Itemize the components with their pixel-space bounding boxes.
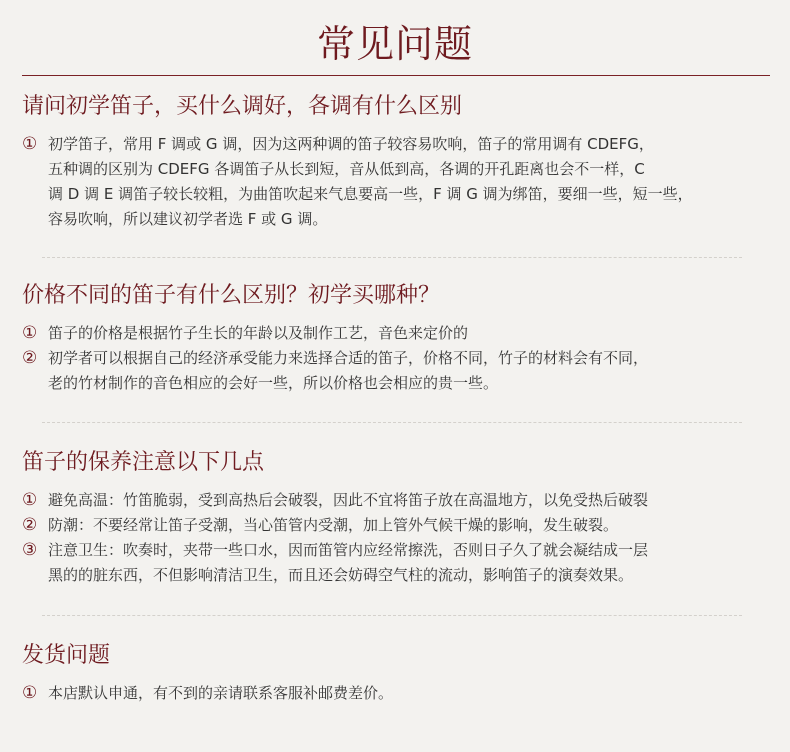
item-text-line: 容易吹响，所以建议初学者选 F 或 G 调。 <box>48 210 328 228</box>
list-item <box>22 488 774 513</box>
list-item <box>22 681 774 706</box>
item-text-line: 初学者可以根据自己的经济承受能力来选择合适的笛子，价格不同，竹子的材料会有不同， <box>48 349 649 367</box>
faq-section-price <box>22 281 774 396</box>
item-text-line: 老的竹材制作的音色相应的会好一些，所以价格也会相应的贵一些。 <box>48 374 499 392</box>
item-text-line: 五种调的区别为 CDEFG 各调笛子从长到短，音从低到高，各调的开孔距离也会不一样，C <box>48 160 645 178</box>
faq-section-tuning <box>22 92 774 232</box>
section-divider <box>42 422 742 423</box>
section-divider <box>42 615 742 616</box>
item-text-line: 本店默认申通，有不到的亲请联系客服补邮费差价。 <box>48 684 394 702</box>
list-item <box>22 132 774 232</box>
item-text-line: 黑的的脏东西，不但影响清洁卫生，而且还会妨碍空气柱的流动，影响笛子的演奏效果。 <box>48 566 634 584</box>
faq-section-maintenance <box>22 448 774 588</box>
item-number: ② <box>22 515 38 535</box>
item-number: ① <box>22 323 38 343</box>
section-heading: 价格不同的笛子有什么区别？初学买哪种？ <box>22 283 441 308</box>
item-number: ① <box>22 134 38 154</box>
list-item <box>22 321 774 346</box>
item-text-line: 调 D 调 E 调笛子较长较粗，为曲笛吹起来气息要高一些，F 调 G 调为绑笛，要细一些，短一些， <box>48 185 693 203</box>
list-item <box>22 346 774 396</box>
item-text-line: 笛子的价格是根据竹子生长的年龄以及制作工艺，音色来定价的 <box>48 324 469 342</box>
faq-section-shipping <box>22 641 774 706</box>
item-text-line: 初学笛子，常用 F 调或 G 调，因为这两种调的笛子较容易吹响，笛子的常用调有 CDEFG， <box>48 135 654 153</box>
item-number: ② <box>22 348 38 368</box>
section-heading: 笛子的保养注意以下几点 <box>22 450 265 475</box>
list-item <box>22 538 774 588</box>
title-divider <box>22 75 770 76</box>
item-text-line: 防潮：不要经常让笛子受潮，当心笛管内受潮，加上管外气候干燥的影响，发生破裂。 <box>48 516 619 534</box>
section-divider <box>42 257 742 258</box>
item-text-line: 避免高温：竹笛脆弱，受到高热后会破裂，因此不宜将笛子放在高温地方，以免受热后破裂 <box>48 491 649 509</box>
page-title: 常见问题 <box>316 22 473 66</box>
list-item <box>22 513 774 538</box>
item-number: ① <box>22 490 38 510</box>
item-number: ① <box>22 683 38 703</box>
item-number: ③ <box>22 540 38 560</box>
section-heading: 发货问题 <box>22 643 111 668</box>
item-text-line: 注意卫生：吹奏时，夹带一些口水，因而笛管内应经常擦洗，否则日子久了就会凝结成一层 <box>48 541 649 559</box>
section-heading: 请问初学笛子，买什么调好，各调有什么区别 <box>22 94 463 119</box>
